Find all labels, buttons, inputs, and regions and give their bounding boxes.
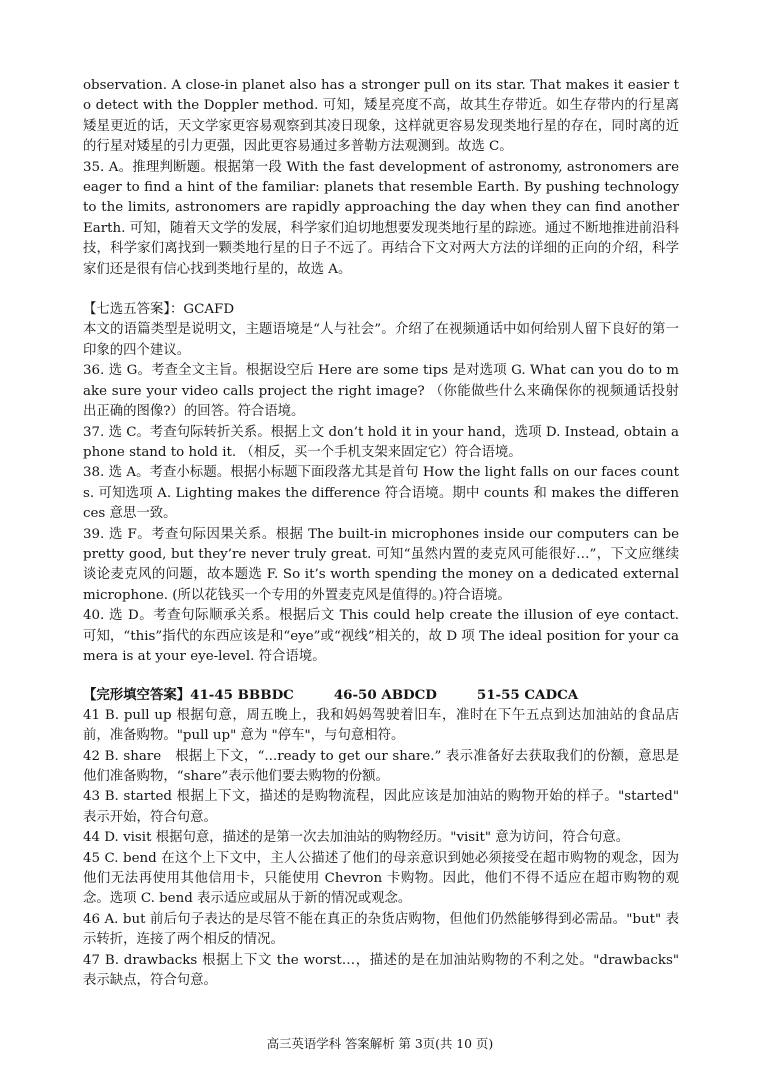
- answer-42: 42 B. share 根据上下文，“...ready to get our share.” 表示准备好去获取我们的份额，意思是他们准备购物，“share”表示他们要去购物的份额。: [83, 748, 679, 784]
- seven-choose-five-heading: 【七选五答案】：GCAFD: [83, 302, 235, 318]
- page-footer: 高三英语学科 答案解析 第 3页(共 10 页): [266, 1036, 494, 1051]
- answer-39: 39. 选 F。考查句际因果关系。根据 The built-in microphones inside our computers can be pretty good, but they’re never truly great. 可知“虽然内置的麦克风可能很好…”，下文应继续谈论麦克风的问题，故本题选 F. So it’s worth spending the money on a dedicated external microphone. (所以花钱买一个专用的外置麦克风是值得的。)符合语境。: [83, 526, 679, 603]
- answer-45: 45 C. bend 在这个上下文中，主人公描述了他们的母亲意识到她必须接受在超市购物的观念，因为他们无法再使用其他信用卡，只能使用 Chevron 卡购物。因此，他们不得不适应在超市购物的观念。选项 C. bend 表示适应或屈从于新的情况或观念。: [83, 850, 679, 907]
- cloze-heading: [83, 685, 679, 705]
- seven-choose-five-intro: 本文的语篇类型是说明文，主题语境是“人与社会”。介绍了在视频通话中如何给别人留下良好的第一印象的四个建议。: [83, 322, 679, 358]
- cloze-heading-part2: 46-50 ABDCD: [333, 687, 437, 704]
- spacer: [83, 667, 679, 685]
- answer-38: 38. 选 A。考查小标题。根据小标题下面段落尤其是首句 How the light falls on our faces counts. 可知选项 A. Lighting makes the difference 符合语境。期中 counts 和 makes the differences 意思一致。: [83, 465, 679, 522]
- answer-47: 47 B. drawbacks 根据上下文 the worst…，描述的是在加油站购物的不利之处。"drawbacks" 表示缺点，符合句意。: [83, 952, 679, 989]
- answer-44: 44 D. visit 根据句意，描述的是第一次去加油站的购物经历。"visit" 意为访问，符合句意。: [83, 830, 630, 846]
- document-body: [83, 76, 679, 991]
- answer-41: 41 B. pull up 根据句意，周五晚上，我和妈妈驾驶着旧车，准时在下午五点到达加油站的食品店前，准备购物。"pull up" 意为 "停车"，与句意相符。: [83, 707, 679, 744]
- answer-43: 43 B. started 根据上下文，描述的是购物流程，因此应该是加油站的购物开始的样子。"started" 表示开始，符合句意。: [83, 789, 679, 825]
- spacer: [83, 280, 679, 300]
- answer-46: 46 A. but 前后句子表达的是尽管不能在真正的杂货店购物，但他们仍然能够得到必需品。"but" 表示转折，连接了两个相反的情况。: [83, 911, 679, 948]
- cloze-heading-part3: 51-55 CADCA: [476, 687, 579, 704]
- answer-40: 40. 选 D。考查句际顺承关系。根据后文 This could help create the illusion of eye contact. 可知，“this”指代的东西应该是和“eye”或“视线”相关的，故 D 项 The ideal position for your camera is at your eye-level. 符合语境。: [83, 608, 679, 664]
- answer-35: 35. A。推理判断题。根据第一段 With the fast development of astronomy, astronomers are eager to find a hint of the familiar: planets that resemble Earth. By pushing technology to the limits, astronomers are rapidly approaching the day when they can find another Earth. 可知，随着天文学的发展，科学家们迫切地想要发现类地行星的踪迹。通过不断地推进前沿科技，科学家们离找到一颗类地行星的日子不远了。再结合下文对两大方法的详细的正向的介绍，科学家们还是很有信心找到类地行星的，故选 A。: [83, 159, 679, 277]
- answer-36: 36. 选 G。考查全文主旨。根据设空后 Here are some tips 是对选项 G. What can you do to make sure your video calls project the right image? （你能做些什么来确保你的视频通话投射出正确的图像?）的回答。符合语境。: [83, 363, 679, 420]
- cloze-heading-part1: 【完形填空答案】41-45 BBBDC: [83, 687, 294, 704]
- answer-37: 37. 选 C。考查句际转折关系。根据上文 don’t hold it in your hand，选项 D. Instead, obtain a phone stand to hold it. （相反，买一个手机支架来固定它）符合语境。: [83, 424, 679, 460]
- paragraph-observation: observation. A close-in planet also has a stronger pull on its star. That makes it easier to detect with the Doppler method. 可知，矮星亮度不高，故其生存带近。如生存带内的行星离矮星更近的话，天文学家更容易观察到其凌日现象，这样就更容易发现类地行星的存在，同时离的近的行星对矮星的引力更强，因此更容易通过多普勒方法观测到。故选 C。: [83, 78, 679, 155]
